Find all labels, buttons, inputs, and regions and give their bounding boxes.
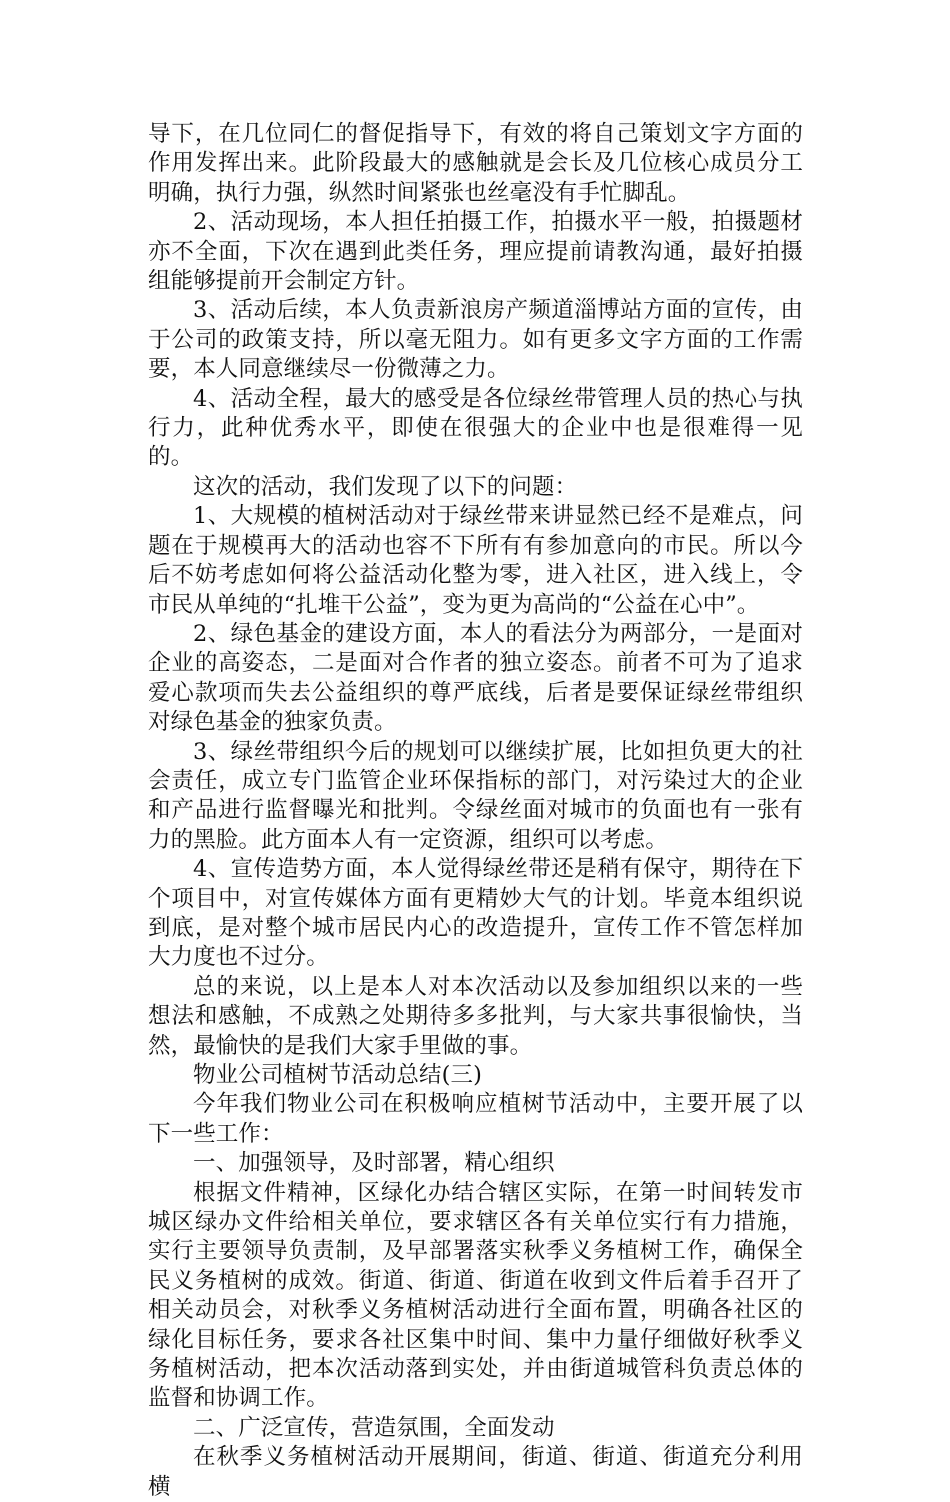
paragraph: 4、活动全程，最大的感受是各位绿丝带管理人员的热心与执行力，此种优秀水平，即使在很强大的企业中也是很难得一见的。: [148, 385, 803, 471]
paragraph: 在秋季义务植树活动开展期间，街道、街道、街道充分利用横: [148, 1444, 803, 1500]
paragraph: 今年我们物业公司在积极响应植树节活动中，主要开展了以下一些工作：: [148, 1091, 803, 1147]
paragraph: 3、绿丝带组织今后的规划可以继续扩展，比如担负更大的社会责任，成立专门监管企业环保指标的部门，对污染过大的企业和产品进行监督曝光和批判。令绿丝面对城市的负面也有一张有力的黑脸。此方面本人有一定资源，组织可以考虑。: [148, 738, 803, 853]
paragraph: 导下，在几位同仁的督促指导下，有效的将自己策划文字方面的作用发挥出来。此阶段最大的感触就是会长及几位核心成员分工明确，执行力强，纵然时间紧张也丝毫没有手忙脚乱。: [148, 121, 803, 206]
paragraph: 1、大规模的植树活动对于绿丝带来讲显然已经不是难点，问题在于规模再大的活动也容不下所有有参加意向的市民。所以今后不妨考虑如何将公益活动化整为零，进入社区，进入线上，令市民从单纯的“扎堆干公益”，变为更为高尚的“公益在心中”。: [148, 503, 803, 618]
paragraph: 2、活动现场，本人担任拍摄工作，拍摄水平一般，拍摄题材亦不全面，下次在遇到此类任务，理应提前请教沟通，最好拍摄组能够提前开会制定方针。: [148, 209, 803, 295]
paragraph: 总的来说，以上是本人对本次活动以及参加组织以来的一些想法和感触，不成熟之处期待多多批判，与大家共事很愉快，当然，最愉快的是我们大家手里做的事。: [148, 973, 803, 1059]
paragraph: 这次的活动，我们发现了以下的问题：: [193, 473, 578, 500]
section-heading: 二、广泛宣传，营造氛围，全面发动: [193, 1414, 555, 1441]
document-body: [148, 120, 803, 1502]
section-title: 物业公司植树节活动总结(三): [193, 1062, 482, 1088]
paragraph: 4、宣传造势方面，本人觉得绿丝带还是稍有保守，期待在下个项目中，对宣传媒体方面有更精妙大气的计划。毕竟本组织说到底，是对整个城市居民内心的改造提升，宣传工作不管怎样加大力度也不过分。: [148, 856, 803, 971]
paragraph: 根据文件精神，区绿化办结合辖区实际，在第一时间转发市城区绿办文件给相关单位，要求辖区各有关单位实行有力措施，实行主要领导负责制，及早部署落实秋季义务植树工作，确保全民义务植树的成效。街道、街道、街道在收到文件后着手召开了相关动员会，对秋季义务植树活动进行全面布置，明确各社区的绿化目标任务，要求各社区集中时间、集中力量仔细做好秋季义务植树活动，把本次活动落到实处，并由街道城管科负责总体的监督和协调工作。: [148, 1179, 803, 1412]
section-heading: 一、加强领导，及时部署，精心组织: [193, 1150, 555, 1177]
paragraph: 3、活动后续，本人负责新浪房产频道淄博站方面的宣传，由于公司的政策支持，所以毫无阻力。如有更多文字方面的工作需要，本人同意继续尽一份微薄之力。: [148, 297, 803, 383]
paragraph: 2、绿色基金的建设方面，本人的看法分为两部分，一是面对企业的高姿态，二是面对合作者的独立姿态。前者不可为了追求爱心款项而失去公益组织的尊严底线，后者是要保证绿丝带组织对绿色基金的独家负责。: [148, 620, 803, 736]
